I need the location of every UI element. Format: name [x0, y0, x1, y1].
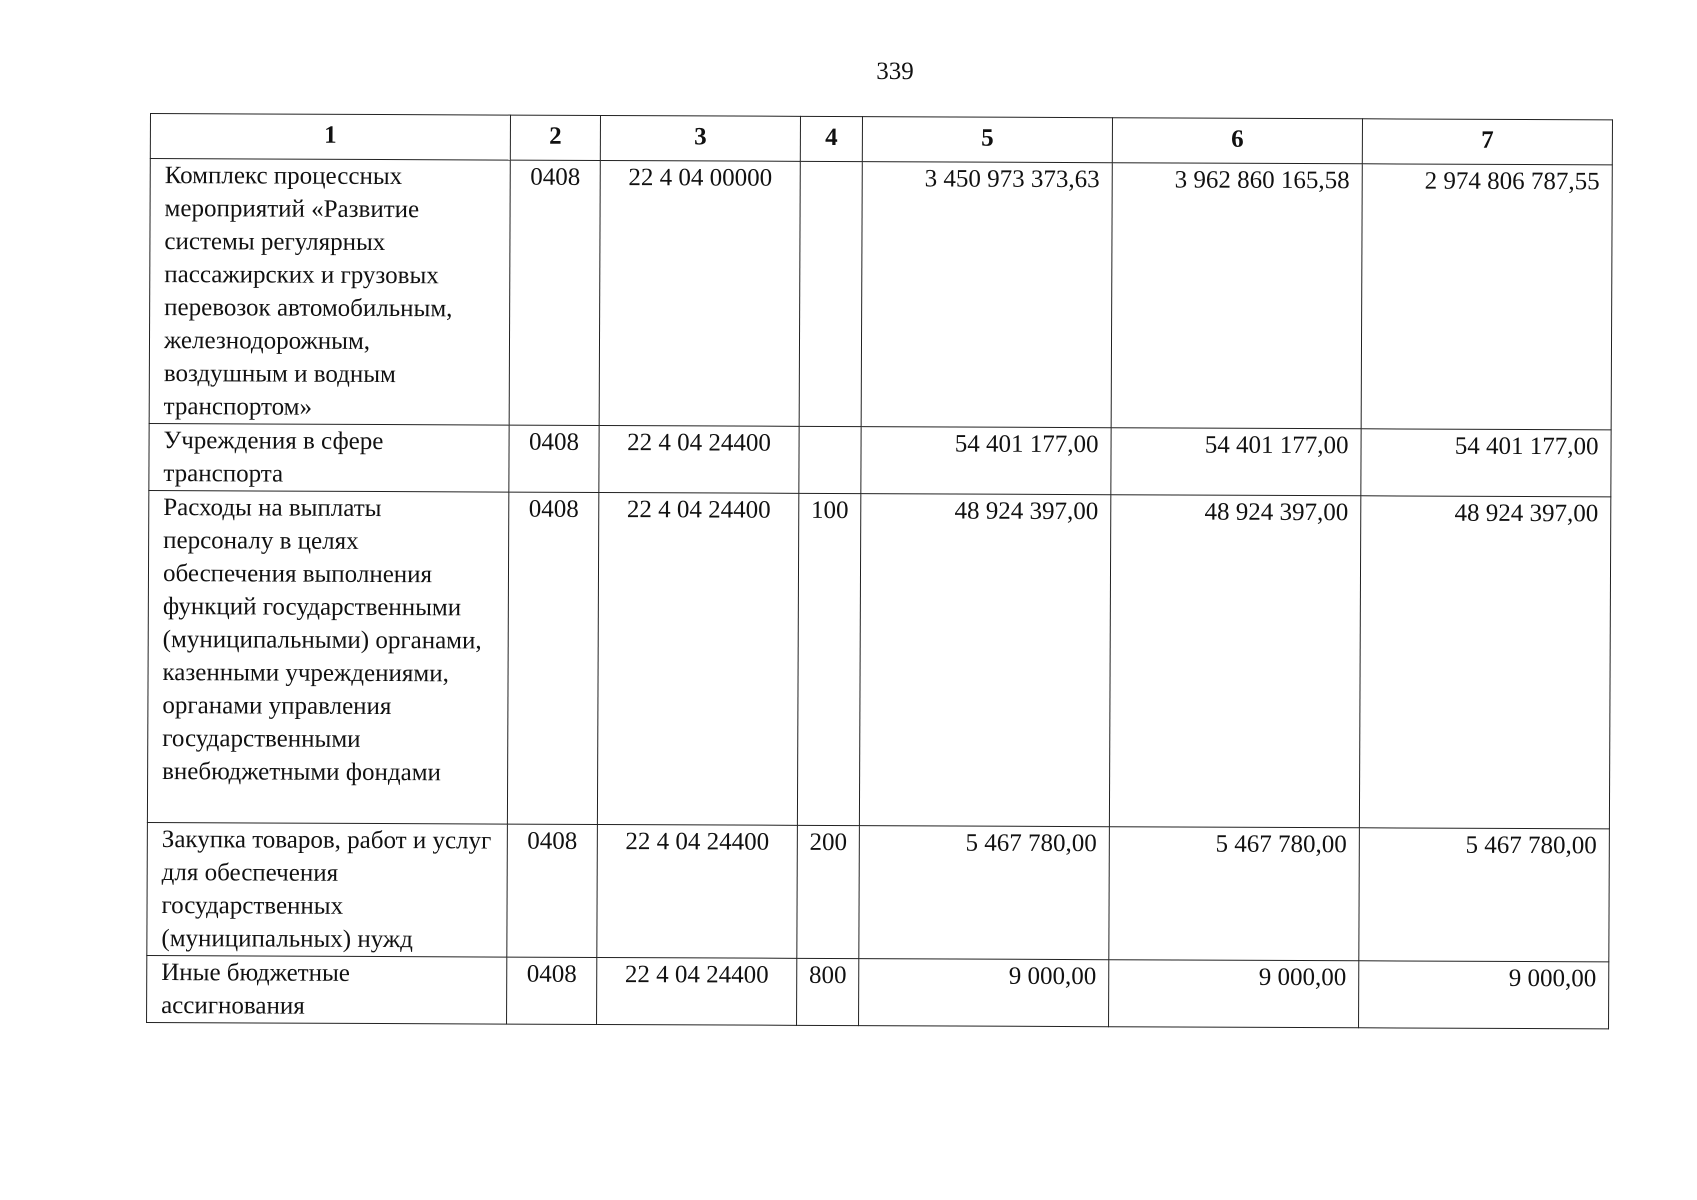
- row-section: 0408: [507, 957, 597, 1024]
- row-value-5: 5 467 780,00: [859, 826, 1110, 960]
- row-code: 22 4 04 24400: [597, 492, 798, 825]
- header-col-6: 6: [1112, 118, 1362, 164]
- row-value-6: 9 000,00: [1109, 960, 1359, 1028]
- row-value-7: 5 467 780,00: [1359, 828, 1610, 962]
- row-type: 200: [797, 825, 860, 958]
- row-value-7: 48 924 397,00: [1359, 496, 1610, 829]
- row-section: 0408: [509, 160, 600, 425]
- table-row: [149, 159, 1612, 430]
- row-code: 22 4 04 24400: [597, 957, 797, 1025]
- row-value-5: 3 450 973 373,63: [861, 162, 1112, 428]
- row-type: [799, 426, 861, 493]
- header-col-3: 3: [600, 115, 800, 161]
- table-header-row: [150, 114, 1612, 165]
- row-value-6: 5 467 780,00: [1109, 827, 1360, 961]
- row-section: 0408: [509, 425, 599, 492]
- page-number: 339: [876, 58, 914, 85]
- row-value-5: 48 924 397,00: [859, 494, 1110, 827]
- table-row: [149, 423, 1611, 496]
- row-value-7: 2 974 806 787,55: [1361, 164, 1612, 430]
- row-value-6: 3 962 860 165,58: [1111, 163, 1362, 429]
- row-name: Комплекс процессных мероприятий «Развитие системы регулярных пассажирских и грузовых перевозок автомобильным, железнодорожным, воздушным и водным транспортом»: [149, 159, 510, 426]
- header-col-4: 4: [800, 116, 862, 161]
- budget-table: [146, 113, 1613, 1029]
- row-value-6: 48 924 397,00: [1109, 495, 1360, 828]
- table-row: [147, 490, 1610, 828]
- row-value-6: 54 401 177,00: [1111, 428, 1361, 496]
- row-type: 100: [797, 493, 860, 825]
- budget-table-container: [146, 113, 1610, 1029]
- row-code: 22 4 04 00000: [599, 160, 800, 426]
- row-section: 0408: [507, 492, 598, 824]
- header-col-1: 1: [150, 114, 510, 161]
- row-name: Учреждения в сфере транспорта: [149, 423, 509, 492]
- row-value-7: 54 401 177,00: [1361, 429, 1611, 497]
- table-row: [147, 822, 1610, 961]
- row-section: 0408: [507, 824, 598, 957]
- row-type: 800: [797, 958, 859, 1025]
- row-name: Расходы на выплаты персоналу в целях обеспечения выполнения функций государственными (муниципальными) органами, казенными учреждениями, органами управления государственными внебюджетными фондами: [147, 490, 508, 824]
- row-name: Иные бюджетные ассигнования: [147, 955, 507, 1024]
- row-value-5: 9 000,00: [859, 959, 1109, 1027]
- row-value-7: 9 000,00: [1359, 961, 1609, 1029]
- header-col-7: 7: [1362, 119, 1612, 165]
- header-col-2: 2: [510, 115, 600, 160]
- row-type: [799, 161, 862, 426]
- row-code: 22 4 04 24400: [599, 425, 799, 493]
- row-value-5: 54 401 177,00: [861, 427, 1111, 495]
- row-code: 22 4 04 24400: [597, 824, 798, 958]
- header-col-5: 5: [862, 117, 1112, 163]
- row-name: Закупка товаров, работ и услуг для обеспечения государственных (муниципальных) нужд: [147, 822, 508, 957]
- table-row: [147, 955, 1609, 1028]
